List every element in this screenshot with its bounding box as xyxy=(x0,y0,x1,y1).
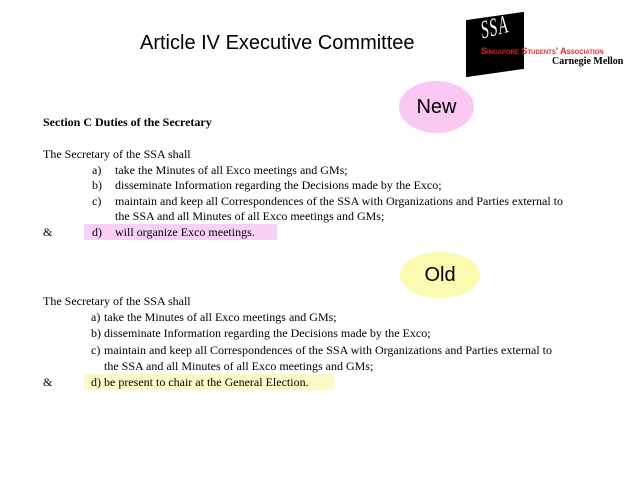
new-item-d-prefix: & xyxy=(43,225,53,239)
section-heading: Section C Duties of the Secretary xyxy=(43,115,212,129)
old-item-a-marker: a) xyxy=(91,310,101,324)
old-badge: Old xyxy=(400,252,480,298)
old-item-a-text: take the Minutes of all Exco meetings and GMs; xyxy=(104,310,337,324)
new-badge: New xyxy=(399,81,474,133)
old-item-d-prefix: & xyxy=(43,375,53,389)
old-item-c-marker: c) xyxy=(91,343,101,357)
new-item-d-marker: d) xyxy=(92,225,102,239)
ssa-cmu-logo xyxy=(466,8,631,76)
old-item-c-text: maintain and keep all Correspondences of the SSA with Organizations and Parties external to xyxy=(104,343,553,357)
new-item-b-marker: b) xyxy=(92,178,102,192)
new-item-d-text: will organize Exco meetings. xyxy=(115,225,255,239)
old-item-d-text: be present to chair at the General Election. xyxy=(104,375,309,389)
old-item-c-continuation: the SSA and all Minutes of all Exco meetings and GMs; xyxy=(104,359,374,373)
ssa-org-name: Singapore Students' Association xyxy=(481,46,604,56)
old-intro: The Secretary of the SSA shall xyxy=(43,294,191,308)
old-item-d-marker: d) xyxy=(91,375,101,389)
new-item-c-text: maintain and keep all Correspondences of the SSA with Organizations and Parties external to xyxy=(115,194,564,208)
ssa-logo-text: SSA xyxy=(480,8,510,45)
new-item-b-text: disseminate Information regarding the Decisions made by the Exco; xyxy=(115,178,442,192)
new-intro: The Secretary of the SSA shall xyxy=(43,147,191,161)
new-item-a-text: take the Minutes of all Exco meetings and GMs; xyxy=(115,163,348,177)
carnegie-mellon-label: Carnegie Mellon xyxy=(552,56,624,67)
old-item-b-marker: b) xyxy=(91,326,101,340)
new-item-a-marker: a) xyxy=(92,163,102,177)
new-item-c-continuation: the SSA and all Minutes of all Exco meetings and GMs; xyxy=(115,209,385,223)
new-item-c-marker: c) xyxy=(92,194,102,208)
slide-title: Article IV Executive Committee xyxy=(140,32,415,54)
old-item-b-text: disseminate Information regarding the Decisions made by the Exco; xyxy=(104,326,431,340)
